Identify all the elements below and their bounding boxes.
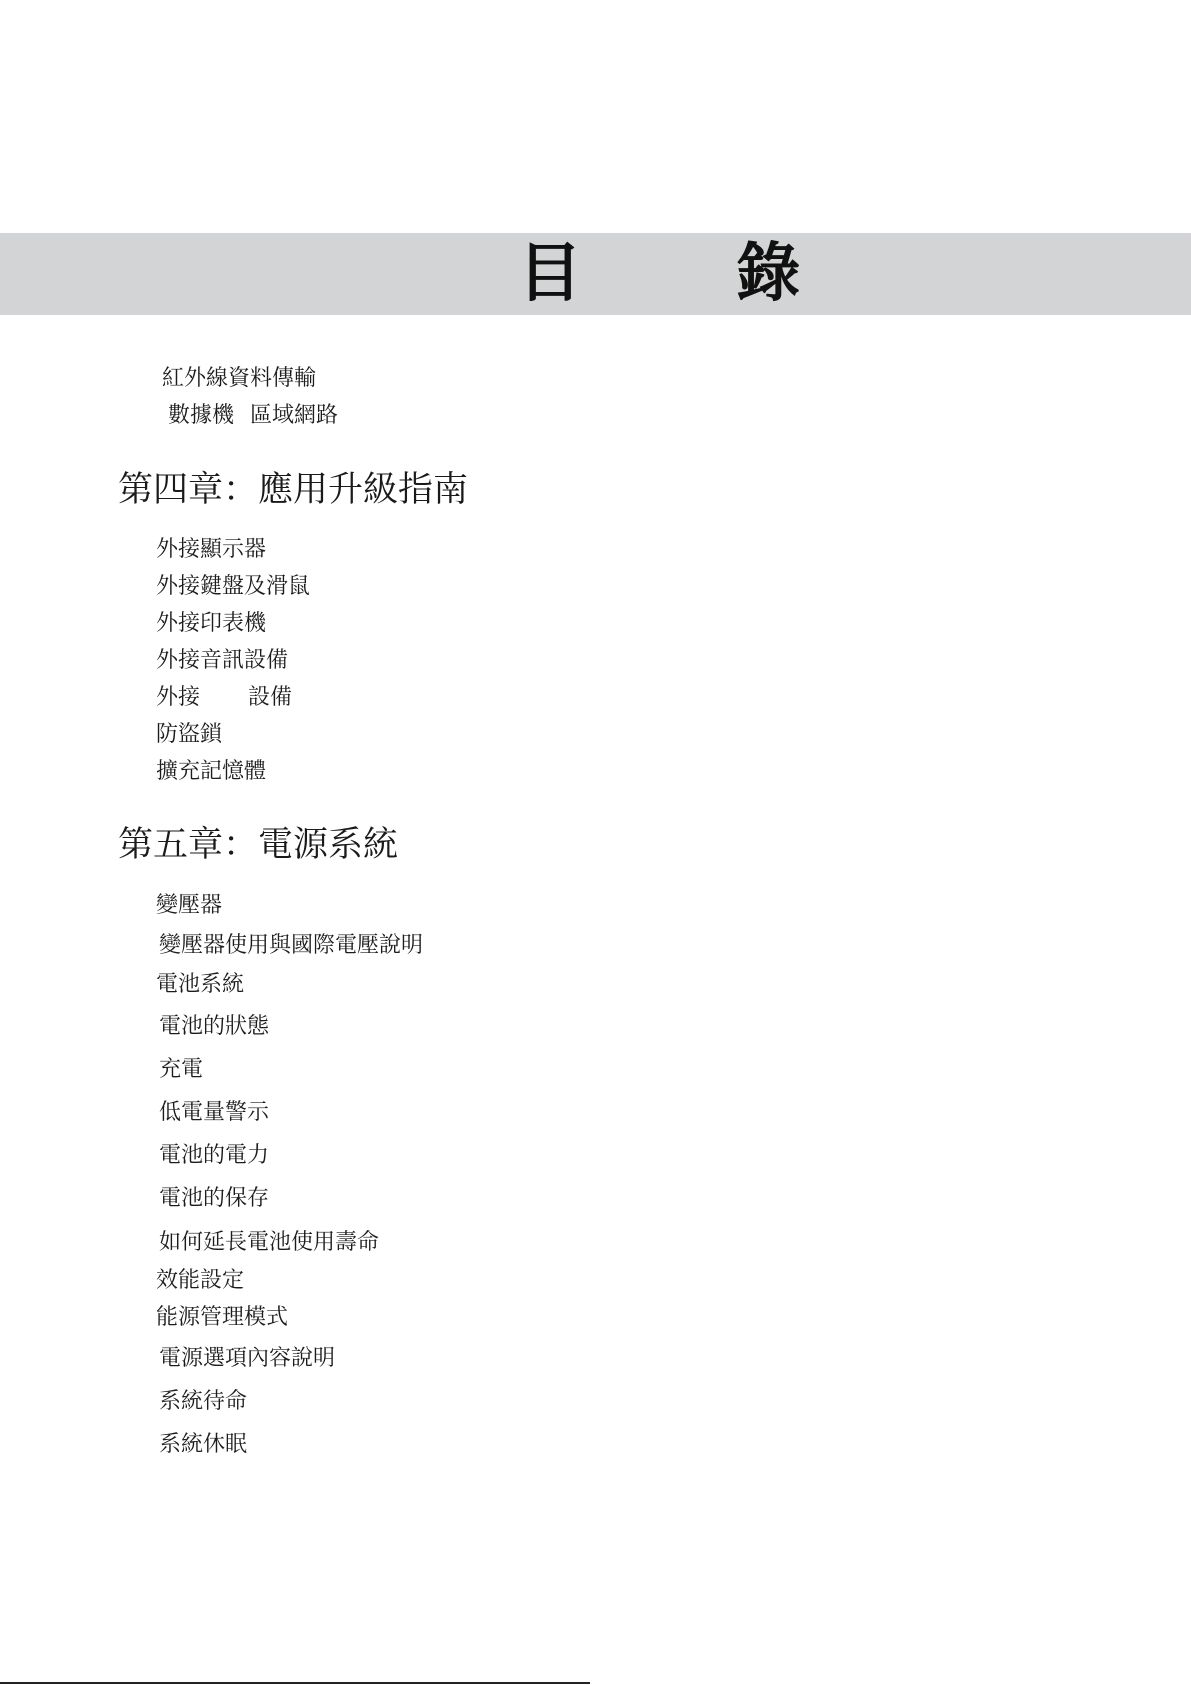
toc-item-battery-status[interactable]: 電池的狀態 <box>159 1014 270 1039</box>
toc-item-lan-label: 區域網路 <box>250 403 339 428</box>
toc-item-modem-lan[interactable] <box>168 402 338 430</box>
toc-item-external-keyboard-mouse[interactable]: 外接鍵盤及滑鼠 <box>156 574 311 599</box>
toc-item-modem-label: 數據機 <box>168 403 235 428</box>
toc-item-power-management[interactable]: 能源管理模式 <box>156 1305 289 1330</box>
toc-item-memory-expansion[interactable]: 擴充記憶體 <box>156 759 267 784</box>
toc-item-battery-system[interactable]: 電池系統 <box>156 972 245 997</box>
toc-item-low-battery-warning[interactable]: 低電量警示 <box>159 1100 270 1125</box>
toc-item-adapter-voltage[interactable]: 變壓器使用與國際電壓說明 <box>159 933 424 958</box>
toc-item-external-label: 外接 <box>156 685 201 710</box>
toc-item-external-device[interactable] <box>156 684 292 712</box>
toc-item-external-audio[interactable]: 外接音訊設備 <box>156 648 289 673</box>
chapter-heading-5[interactable]: 第五章：電源系統 <box>118 825 399 865</box>
toc-item-power-options[interactable]: 電源選項內容說明 <box>159 1346 336 1371</box>
toc-item-security-lock[interactable]: 防盜鎖 <box>156 722 223 747</box>
toc-item-performance-settings[interactable]: 效能設定 <box>156 1268 245 1293</box>
toc-item-device-label: 設備 <box>248 685 293 710</box>
chapter-heading-4[interactable]: 第四章：應用升級指南 <box>118 470 469 510</box>
toc-item-external-display[interactable]: 外接顯示器 <box>156 537 267 562</box>
toc-item-battery-storage[interactable]: 電池的保存 <box>159 1186 270 1211</box>
toc-item-adapter[interactable]: 變壓器 <box>156 893 223 918</box>
toc-item-system-standby[interactable]: 系統待命 <box>159 1389 248 1414</box>
toc-item-infrared[interactable]: 紅外線資料傳輸 <box>162 366 317 391</box>
page-title: 目 錄 <box>518 236 867 311</box>
footer-rule <box>0 1682 590 1684</box>
toc-item-charging[interactable]: 充電 <box>159 1057 204 1082</box>
toc-item-system-hibernate[interactable]: 系統休眠 <box>159 1432 248 1457</box>
toc-item-external-printer[interactable]: 外接印表機 <box>156 611 267 636</box>
toc-item-battery-power[interactable]: 電池的電力 <box>159 1143 270 1168</box>
toc-item-battery-life[interactable]: 如何延長電池使用壽命 <box>159 1230 380 1255</box>
